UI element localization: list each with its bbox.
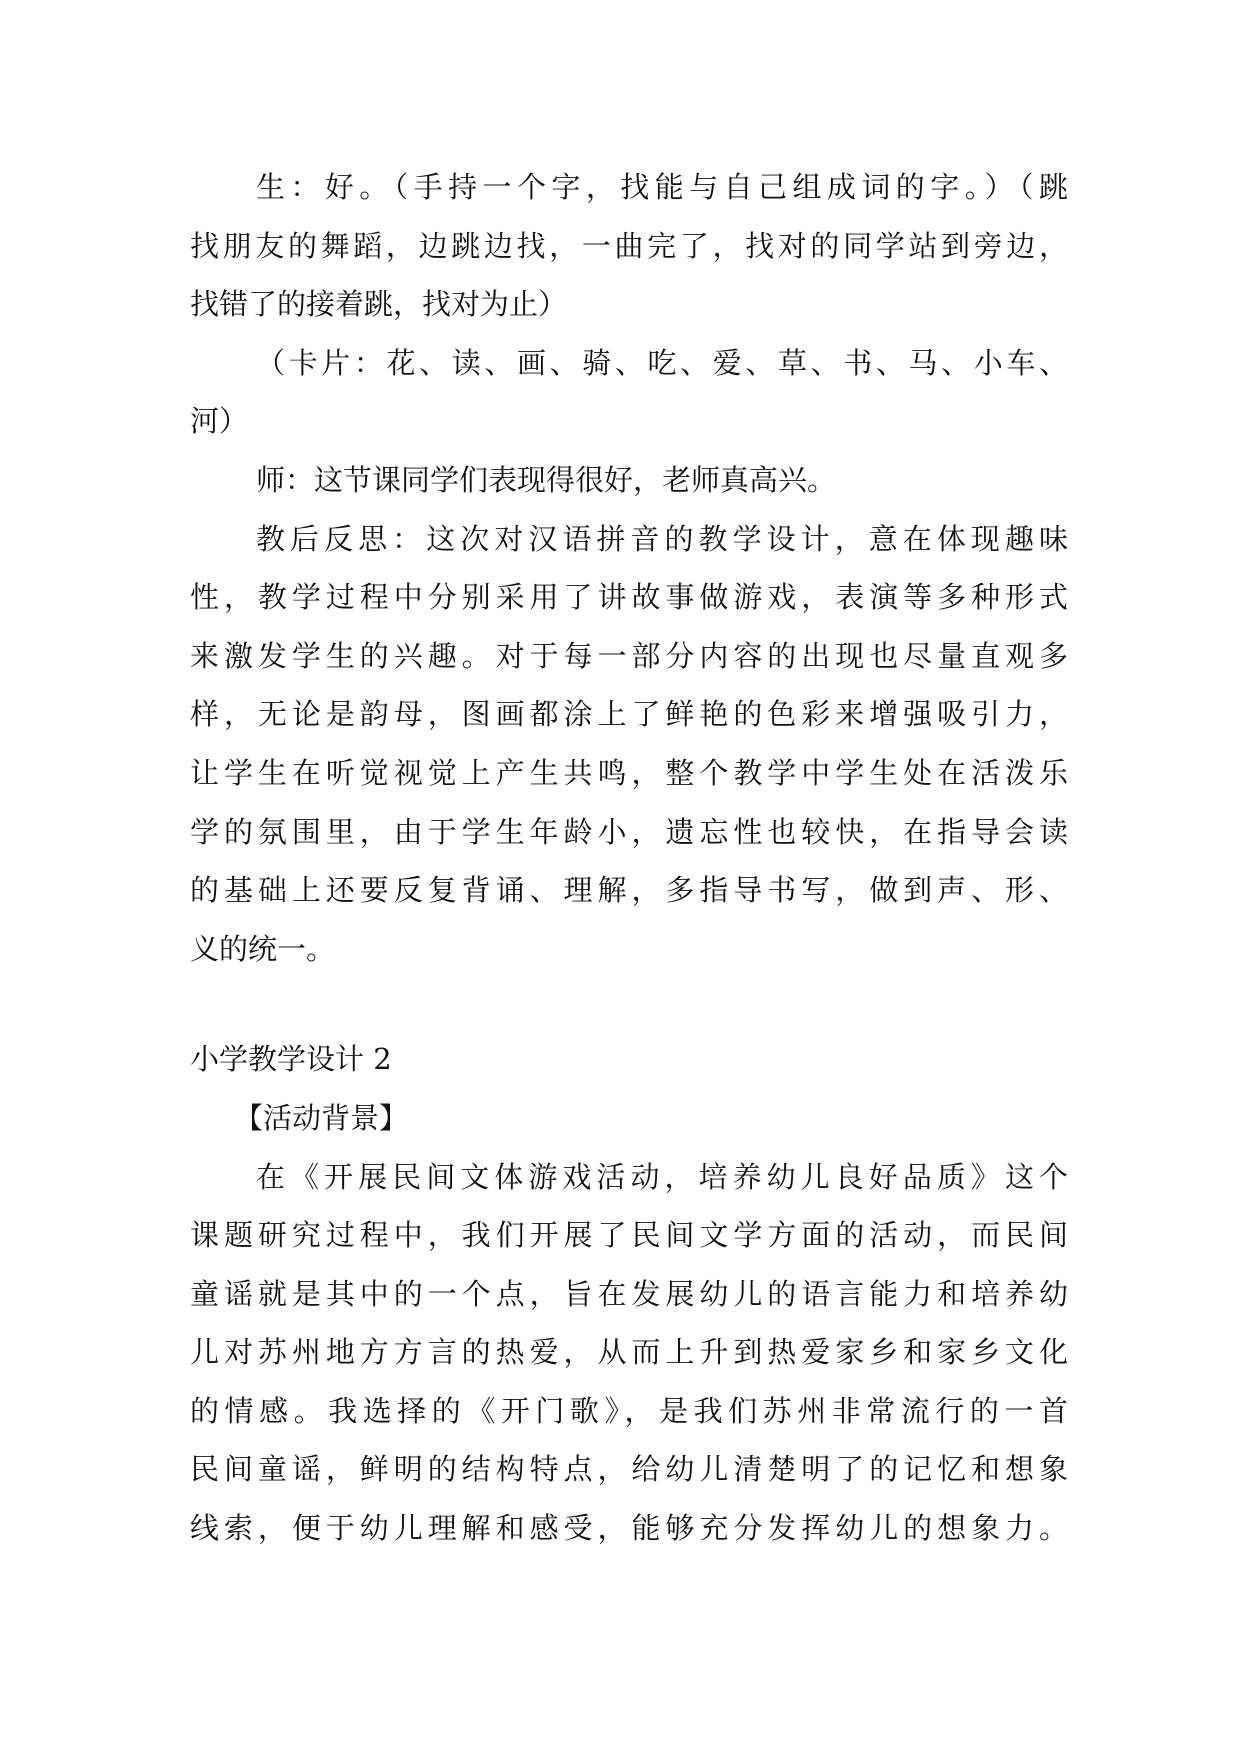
text-line: 性，教学过程中分别采用了讲故事做游戏，表演等多种形式: [190, 580, 1068, 615]
text-line: 课题研究过程中，我们开展了民间文学方面的活动，而民间: [190, 1218, 1068, 1253]
text-line: 童谣就是其中的一个点，旨在发展幼儿的语言能力和培养幼: [190, 1276, 1068, 1311]
text-line: 找朋友的舞蹈，边跳边找，一曲完了，找对的同学站到旁边，: [190, 228, 1068, 263]
text-line: 儿对苏州地方方言的热爱，从而上升到热爱家乡和家乡文化: [190, 1335, 1068, 1370]
subheading: 【活动背景】: [234, 1100, 409, 1135]
text-line: 河）: [190, 404, 249, 439]
paragraph-background: [190, 1148, 1068, 1558]
text-line: 学的氛围里，由于学生年龄小，遗忘性也较快，在指导会读: [190, 814, 1068, 849]
text-line: 在《开展民间文体游戏活动，培养幼儿良好品质》这个: [256, 1159, 1068, 1194]
text-line: 样，无论是韵母，图画都涂上了鲜艳的色彩来增强吸引力，: [190, 697, 1068, 732]
text-line: 让学生在听觉视觉上产生共鸣，整个教学中学生处在活泼乐: [190, 755, 1068, 790]
text-line: 义的统一。: [190, 931, 336, 966]
text-line: 生：好。（手持一个字，找能与自己组成词的字。）（跳: [256, 170, 1068, 204]
paragraph-teacher: [190, 451, 1068, 510]
text-line: 的基础上还要反复背诵、理解，多指导书写，做到声、形、: [190, 873, 1068, 908]
text-line: 线索，便于幼儿理解和感受，能够充分发挥幼儿的想象力。: [190, 1511, 1068, 1546]
text-line: 找错了的接着跳，找对为止）: [190, 287, 568, 322]
text-line: 的情感。我选择的《开门歌》，是我们苏州非常流行的一首: [190, 1393, 1068, 1428]
document-page: [190, 158, 1068, 1558]
text-line: 教后反思：这次对汉语拼音的教学设计，意在体现趣味: [256, 521, 1068, 556]
paragraph-student-response: [190, 158, 1068, 334]
section-spacer: [190, 978, 1068, 1030]
section-title: 小学教学设计 2: [190, 1042, 392, 1077]
paragraph-cards: [190, 334, 1068, 451]
text-line: 来激发学生的兴趣。对于每一部分内容的出现也尽量直观多: [190, 638, 1068, 673]
text-line: 师：这节课同学们表现得很好，老师真高兴。: [256, 462, 837, 497]
text-line: （卡片：花、读、画、骑、吃、爱、草、书、马、小车、: [256, 345, 1068, 380]
text-line: 民间童谣，鲜明的结构特点，给幼儿清楚明了的记忆和想象: [190, 1452, 1068, 1487]
paragraph-reflection: [190, 510, 1068, 979]
